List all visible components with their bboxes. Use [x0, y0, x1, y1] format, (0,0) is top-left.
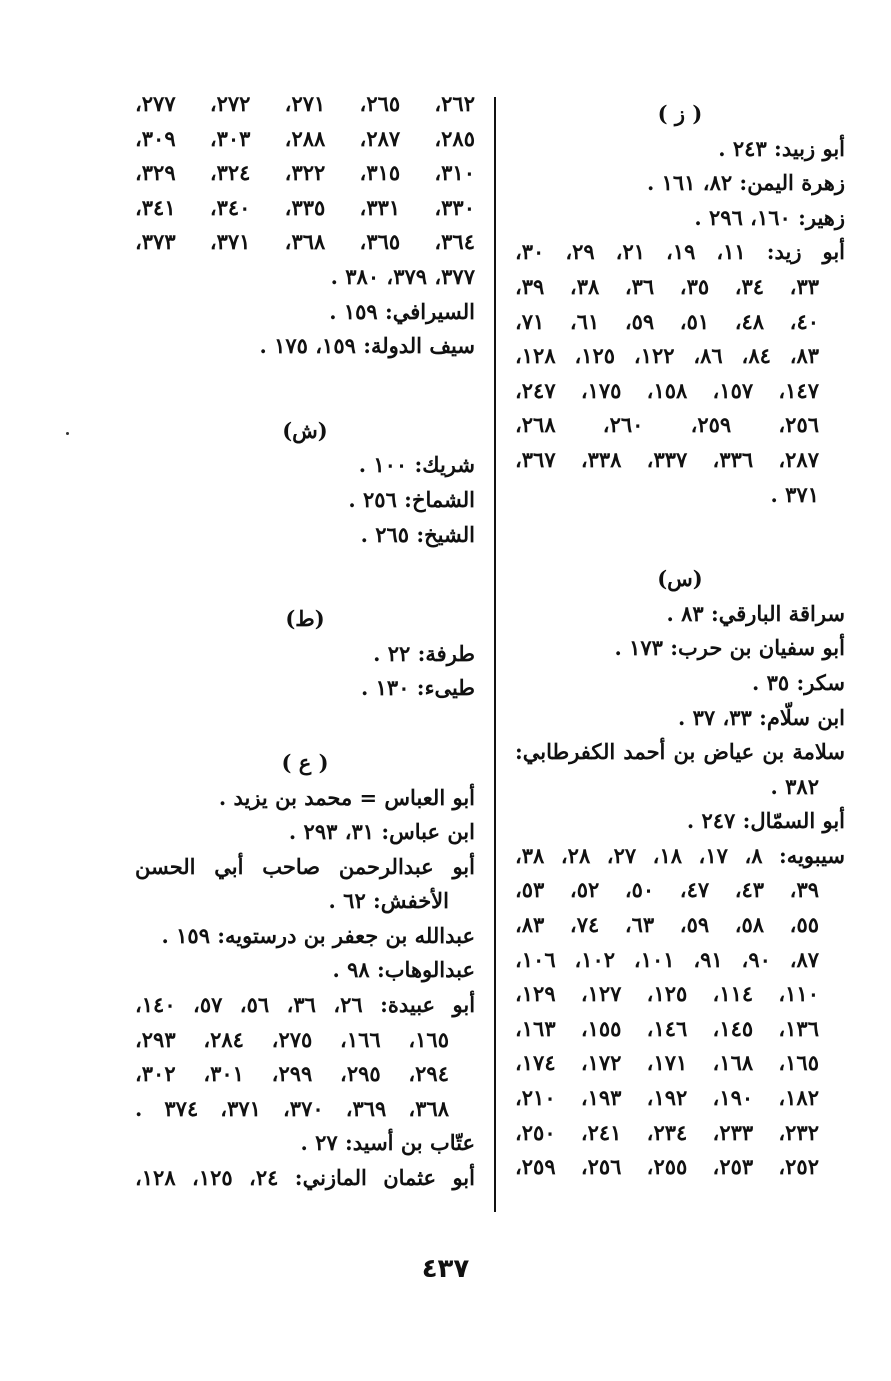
index-entry-continuation: ١٣٦، ١٤٥، ١٤٦، ١٥٥، ١٦٣، [515, 1015, 819, 1041]
index-entry: السيرافي: ١٥٩ . [329, 298, 475, 324]
index-entry: زهرة اليمن: ٨٢، ١٦١ . [647, 170, 845, 196]
section-header-shin: (ش) [282, 417, 328, 443]
column-divider [494, 97, 496, 1212]
section-header-ain: ( ع ) [281, 749, 329, 775]
index-entry: أبو زيد: ١١، ١٩، ٢١، ٢٩، ٣٠، [515, 239, 845, 265]
index-entry: سراقة البارقي: ٨٣ . [666, 600, 845, 626]
index-column-left [135, 87, 475, 1196]
index-entry-continuation: ٣٨٢ . [770, 773, 819, 799]
index-entry: أبو سفيان بن حرب: ١٧٣ . [614, 635, 845, 661]
section-header-zay: ( ز ) [657, 101, 703, 126]
index-entry: عبدالوهاب: ٩٨ . [332, 957, 475, 983]
index-entry-continuation: ١٦٥، ١٦٦، ٢٧٥، ٢٨٤، ٢٩٣، [135, 1026, 449, 1052]
index-entry-continuation: ١٦٥، ١٦٨، ١٧١، ١٧٢، ١٧٤، [515, 1050, 819, 1076]
index-entry: سيف الدولة: ١٥٩، ١٧٥ . [259, 333, 475, 359]
index-entry-continuation: ٣٧١ . [770, 481, 819, 507]
index-entry-continuation: ٢٦٢، ٢٦٥، ٢٧١، ٢٧٢، ٢٧٧، [135, 91, 475, 116]
index-entry-continuation: ٣٩، ٤٣، ٤٧، ٥٠، ٥٢، ٥٣، [515, 877, 820, 903]
index-entry: سكر: ٣٥ . [751, 669, 845, 695]
index-entry-continuation: ١٨٢، ١٩٠، ١٩٢، ١٩٣، ٢١٠، [515, 1085, 819, 1111]
index-entry-continuation: ٢٨٧، ٣٣٦، ٣٣٧، ٣٣٨، ٣٦٧، [515, 446, 819, 472]
index-entry: سيبويه: ٨، ١٧، ١٨، ٢٧، ٢٨، ٣٨، [515, 842, 845, 868]
index-entry: أبو زبيد: ٢٤٣ . [718, 135, 845, 161]
index-entry: الشيخ: ٢٦٥ . [360, 521, 475, 547]
index-entry-continuation: ٢٥٦، ٢٥٩، ٢٦٠، ٢٦٨، [515, 412, 820, 438]
index-entry: ابن سلّام: ٣٣، ٣٧ . [677, 704, 845, 730]
index-entry-continuation: ٣٣٠، ٣٣١، ٣٣٥، ٣٤٠، ٣٤١، [135, 194, 475, 220]
index-entry-continuation: ٢٨٥، ٢٨٧، ٢٨٨، ٣٠٣، ٣٠٩، [135, 125, 475, 151]
index-entry: شريك: ١٠٠ . [358, 452, 475, 478]
index-entry-continuation: ٣٣، ٣٤، ٣٥، ٣٦، ٣٨، ٣٩، [515, 273, 820, 299]
index-entry: سلامة بن عياض بن أحمد الكفرطابي: [515, 739, 845, 765]
index-entry-continuation: ٣١٠، ٣١٥، ٣٢٢، ٣٢٤، ٣٢٩، [135, 160, 475, 186]
index-entry: طرفة: ٢٢ . [373, 640, 475, 666]
index-entry: أبو العباس = محمد بن يزيد . [218, 784, 475, 810]
index-entry-continuation: ٣٧٧، ٣٧٩، ٣٨٠ . [330, 263, 475, 289]
index-entry: طيىء: ١٣٠ . [361, 675, 475, 701]
index-entry: أبو عثمان المازني: ٢٤، ١٢٥، ١٢٨، [135, 1165, 475, 1191]
index-entry: زهير: ١٦٠، ٢٩٦ . [694, 204, 845, 230]
index-entry: عتّاب بن أسيد: ٢٧ . [300, 1130, 475, 1156]
index-entry-continuation: الأخفش: ٦٢ . [328, 888, 449, 914]
index-entry-continuation: ٣٦٨، ٣٦٩، ٣٧٠، ٣٧١، ٣٧٤ . [135, 1095, 450, 1121]
index-entry-continuation: ١٤٧، ١٥٧، ١٥٨، ١٧٥، ٢٤٧، [515, 377, 819, 403]
index-entry-continuation: ٢٣٢، ٢٣٣، ٢٣٤، ٢٤١، ٢٥٠، [515, 1119, 819, 1145]
index-entry-continuation: ٢٩٤، ٢٩٥، ٢٩٩، ٣٠١، ٣٠٢، [135, 1061, 449, 1087]
index-entry-continuation: ٢٥٢، ٢٥٣، ٢٥٥، ٢٥٦، ٢٥٩، [515, 1154, 819, 1180]
index-entry-continuation: ١١٠، ١١٤، ١٢٥، ١٢٧، ١٢٩، [515, 981, 819, 1007]
page-number: ٤٣٧ [421, 1254, 470, 1284]
index-entry: أبو عبدالرحمن صاحب أبي الحسن [135, 853, 475, 879]
index-entry-continuation: ٥٥، ٥٨، ٥٩، ٦٣، ٧٤، ٨٣، [515, 912, 820, 938]
index-column-right [515, 97, 845, 1185]
index-entry-continuation: ٣٦٤، ٣٦٥، ٣٦٨، ٣٧١، ٣٧٣، [135, 229, 475, 255]
index-entry-continuation: ٨٣، ٨٤، ٨٦، ١٢٢، ١٢٥، ١٢٨، [515, 343, 820, 369]
index-entry-continuation: ٤٠، ٤٨، ٥١، ٥٩، ٦١، ٧١، [515, 308, 820, 334]
index-entry: عبدالله بن جعفر بن درستويه: ١٥٩ . [161, 922, 475, 948]
section-header-sin: (س) [657, 566, 703, 592]
section-header-ta: (ط) [285, 606, 325, 632]
print-speck [66, 432, 69, 435]
index-entry: أبو السمّال: ٢٤٧ . [686, 808, 845, 834]
index-entry: أبو عبيدة: ٢٦، ٣٦، ٥٦، ٥٧، ١٤٠، [135, 992, 475, 1018]
index-entry-continuation: ٨٧، ٩٠، ٩١، ١٠١، ١٠٢، ١٠٦، [515, 946, 820, 972]
index-entry: ابن عباس: ٣١، ٢٩٣ . [288, 819, 475, 845]
index-entry: الشماخ: ٢٥٦ . [348, 486, 475, 512]
